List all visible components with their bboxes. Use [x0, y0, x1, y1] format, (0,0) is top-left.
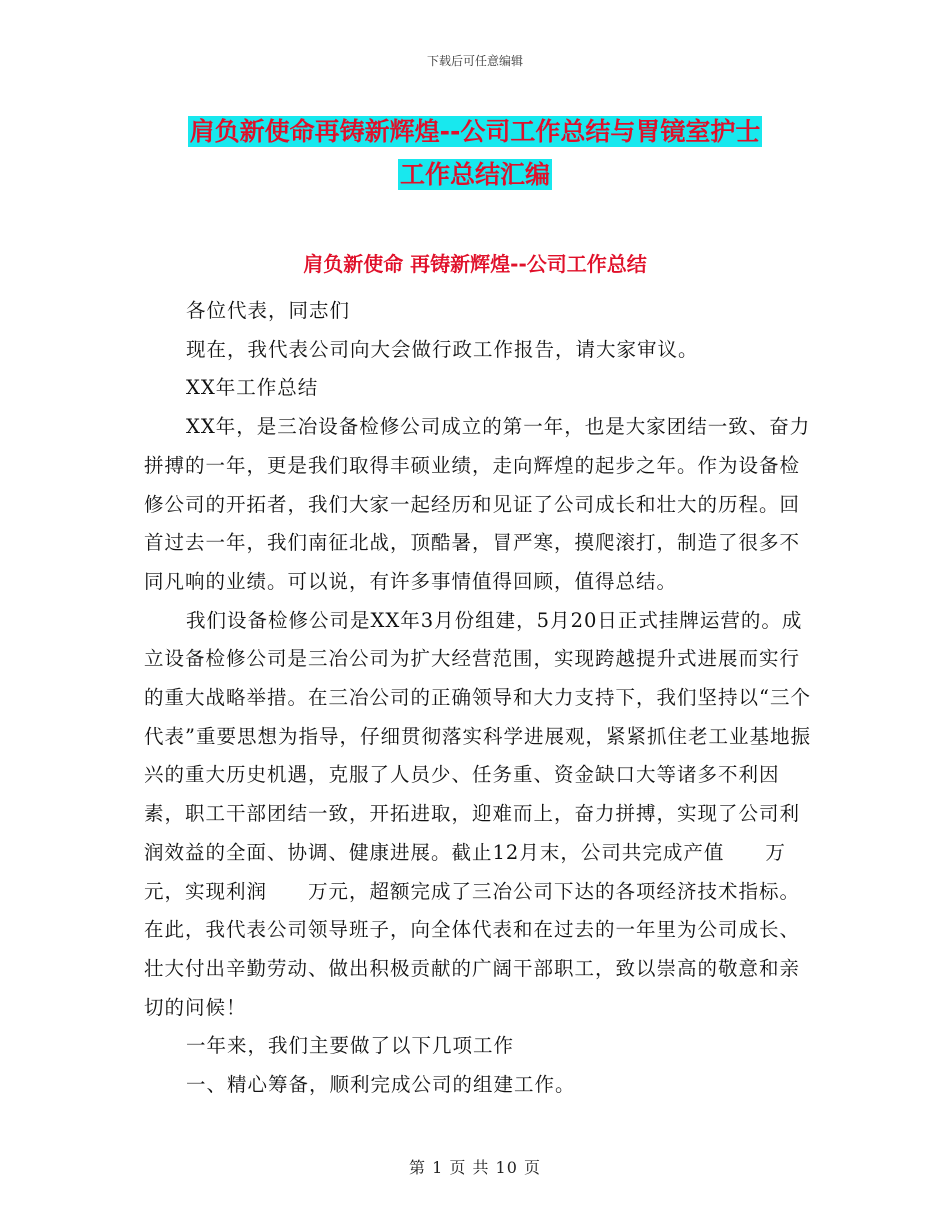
page-number: 第 1 页 共 10 页 [409, 1158, 541, 1177]
document-body [144, 292, 819, 1105]
paragraph: 一、精心筹备，顺利完成公司的组建工作。 [186, 1073, 576, 1097]
section-title: 肩负新使命 再铸新辉煌--公司工作总结 [303, 252, 647, 276]
header-note: 下载后可任意编辑 [426, 54, 523, 68]
document-title [0, 110, 950, 196]
title-line-1: 肩负新使命再铸新辉煌--公司工作总结与胃镜室护士 [189, 117, 761, 146]
paragraph: 现在，我代表公司向大会做行政工作报告，请大家审议。 [186, 337, 699, 361]
paragraph: XX年，是三冶设备检修公司成立的第一年，也是大家团结一致、奋力拼搏的一年，更是我们取得丰硕业绩，走向辉煌的起步之年。作为设备检修公司的开拓者，我们大家一起经历和见证了公司成长和壮大的历程。回首过去一年，我们南征北战，顶酷暑，冒严寒，摸爬滚打，制造了很多不同凡响的业绩。可以说，有许多事情值得回顾，值得总结。 [144, 415, 811, 593]
paragraph: 一年来，我们主要做了以下几项工作 [186, 1034, 515, 1058]
title-line-2: 工作总结汇编 [399, 160, 550, 189]
paragraph-heading: XX年工作总结 [186, 376, 319, 400]
paragraph: 我们设备检修公司是XX年3月份组建，5月20日正式挂牌运营的。成立设备检修公司是三冶公司为扩大经营范围，实现跨越提升式进展而实行的重大战略举措。在三冶公司的正确领导和大力支持下，我们坚持以“三个代表”重要思想为指导，仔细贯彻落实科学进展观，紧紧抓住老工业基地振兴的重大历史机遇，克服了人员少、任务重、资金缺口大等诸多不利因素，职工干部团结一致，开拓进取，迎难而上，奋力拼搏，实现了公司利润效益的全面、协调、健康进展。截止12月末，公司共完成产值 万元，实现利润 万元，超额完成了三冶公司下达的各项经济技术指标。在此，我代表公司领导班子，向全体代表和在过去的一年里为公司成长、壮大付出辛勤劳动、做出积极贡献的广阔干部职工，致以崇高的敬意和亲切的问候！ [144, 608, 811, 1019]
salutation: 各位代表，同志们 [186, 299, 351, 322]
